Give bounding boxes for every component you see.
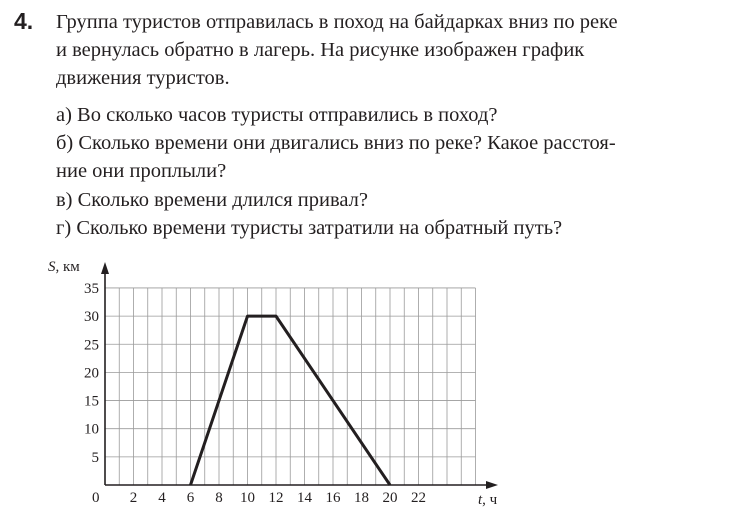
y-tick-label: 30 [84, 309, 99, 326]
x-tick-label: 20 [382, 490, 398, 506]
question-b-line-1: б) Сколько времени они двигались вниз по реке? Какое расстоя- [56, 132, 616, 154]
problem-line-3: движения туристов. [56, 67, 230, 89]
chart-grid [105, 288, 476, 485]
y-axis-label [48, 259, 80, 275]
question-b-line-2: ние они проплыли? [56, 160, 227, 182]
x-axis-label [478, 492, 498, 508]
x-tick-label: 10 [240, 490, 255, 506]
x-axis-variable: t [478, 492, 483, 508]
question-c: в) Сколько времени длился привал? [56, 189, 368, 211]
x-tick-label: 16 [325, 490, 341, 506]
chart-axes [101, 262, 498, 489]
y-tick-label: 25 [84, 337, 99, 354]
y-tick-label: 15 [84, 393, 99, 410]
problem-line-2: и вернулась обратно в лагерь. На рисунке изображен график [56, 39, 585, 61]
x-tick-label: 2 [129, 490, 138, 506]
y-axis-unit: , км [55, 259, 80, 275]
y-tick-label: 20 [84, 365, 99, 382]
question-d: г) Сколько времени туристы затратили на обратный путь? [56, 217, 563, 239]
x-tick-label: 22 [411, 490, 426, 506]
y-tick-label: 5 [91, 449, 99, 466]
y-tick-label: 35 [84, 280, 99, 297]
x-axis-unit: , ч [482, 492, 498, 508]
problem-number: 4. [14, 8, 34, 34]
origin-label: 0 [92, 490, 100, 506]
x-tick-label: 4 [158, 490, 166, 506]
x-tick-label: 6 [186, 490, 195, 506]
y-tick-label: 10 [84, 421, 99, 438]
y-axis-variable: S [48, 259, 56, 275]
question-a: а) Во сколько часов туристы отправились в поход? [56, 104, 498, 126]
x-tick-label: 12 [268, 490, 284, 506]
x-tick-label: 14 [297, 490, 312, 506]
x-tick-label: 8 [215, 490, 223, 506]
x-axis-arrow [486, 481, 498, 489]
x-tick-label: 18 [354, 490, 369, 506]
y-axis-arrow [101, 262, 109, 274]
problem-line-1: Группа туристов отправилась в поход на байдарках вниз по реке [56, 11, 618, 33]
